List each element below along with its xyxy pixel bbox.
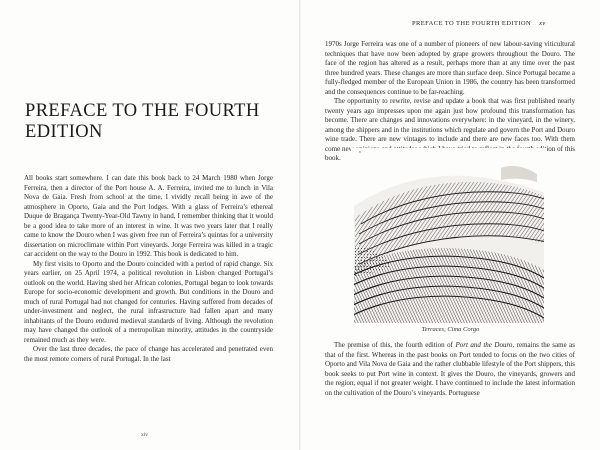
paragraph-6-lead: The premise of this, the fourth edition of	[334, 341, 456, 349]
left-folio: xiv	[141, 432, 149, 438]
paragraph-5: The opportunity to rewrite, revise and update a book that was first published nearly twenty years ago impresses upon me again just how profound this transformation has become. There are changes and innovations everywhere: in the vineyard, in the winery, among the shippers and in the institutions which regulate and govern the Port and Douro wine trade. There are new vintages to include and there are new faces too. With them come new opinions and attitudes which I have tried to reflect in the fourth edition of this book.	[325, 97, 575, 162]
running-head-title: PREFACE TO THE FOURTH EDITION	[412, 20, 532, 27]
right-folio: xv	[539, 20, 546, 27]
right-body-top	[325, 40, 575, 164]
paragraph-3: Over the last three decades, the pace of change has accelerated and penetrated even the most remote corners of rural Portugal. In the last	[24, 345, 273, 363]
terraces-illustration	[351, 148, 547, 326]
paragraph-1: All books start somewhere. I can date this book back to 24 March 1980 when Jorge Ferreira, then a director of the Port house A. A. Ferreira, invited me to lunch in Vila Nova de Gaia. Fresh from school at the time, I vividly recall being in awe of the atmosphere in Oporto, Gaia and the Port lodges. With a glass of Ferreira’s ethereal Duque de Bragança Twenty-Year-Old Tawny in hand, I remember thinking that it would be a good idea to take more of an interest in wine. It was two years later that I really came to know the Douro when I was given free run of Ferreira’s quintas for a university dissertation on microclimate within Port vineyards. Jorge Ferreira was killed in a tragic car accident on the way to the Douro in 1992. This book is dedicated to him.	[24, 174, 273, 258]
figure-caption: Terraces, Cima Corgo	[421, 326, 480, 333]
book-title-inline: Port and the Douro	[455, 341, 513, 349]
chapter-title: PREFACE TO THE FOURTH EDITION	[25, 101, 260, 142]
running-head	[412, 20, 546, 27]
left-page	[0, 0, 299, 450]
right-page	[301, 0, 600, 450]
paragraph-6-rest: , remains the same as that of the first. Whereas in the past books on Port tended to focus on the two cities of Oporto and Vila Nova de Gaia and the rather clubbable lifestyle of the Port shippers, this book seeks to put Port wine in context. It gives the Douro, the vineyards, growers and the region, equal if not greater weight. I have continued to include the latest information on the cultivation of the Douro’s vineyards. Portuguese	[325, 341, 575, 397]
paragraph-4: 1970s Jorge Ferreira was one of a number of pioneers of new labour-saving viticultural techniques that have now been adopted by grape growers throughout the Douro. The face of the region has altered as a result, perhaps more than at any time over the past three hundred years. These changes are more than surface deep. Since Portugal became a fully-fledged member of the European Union in 1986, the country has been transformed and the consequences continue to be far-reaching.	[325, 40, 575, 96]
paragraph-2: My first visits to Oporto and the Douro coincided with a period of rapid change. Six years earlier, on 25 April 1974, a political revolution in Lisbon changed Portugal’s outlook on the world. Having shed her African colonies, Portugal began to look towards Europe for socio-economic development and growth. But conditions in the Douro and much of rural Portugal had not changed for centuries. Having suffered from decades of under-investment and neglect, the rural infrastructure had fallen apart and many inhabitants of the Douro endured medieval standards of living. Although the revolution may have changed the outlook of a metropolitan minority, attitudes in the countryside remained much as they were.	[24, 259, 273, 344]
left-body-text	[24, 174, 273, 364]
right-body-bottom	[325, 341, 575, 398]
paragraph-6	[325, 341, 575, 398]
